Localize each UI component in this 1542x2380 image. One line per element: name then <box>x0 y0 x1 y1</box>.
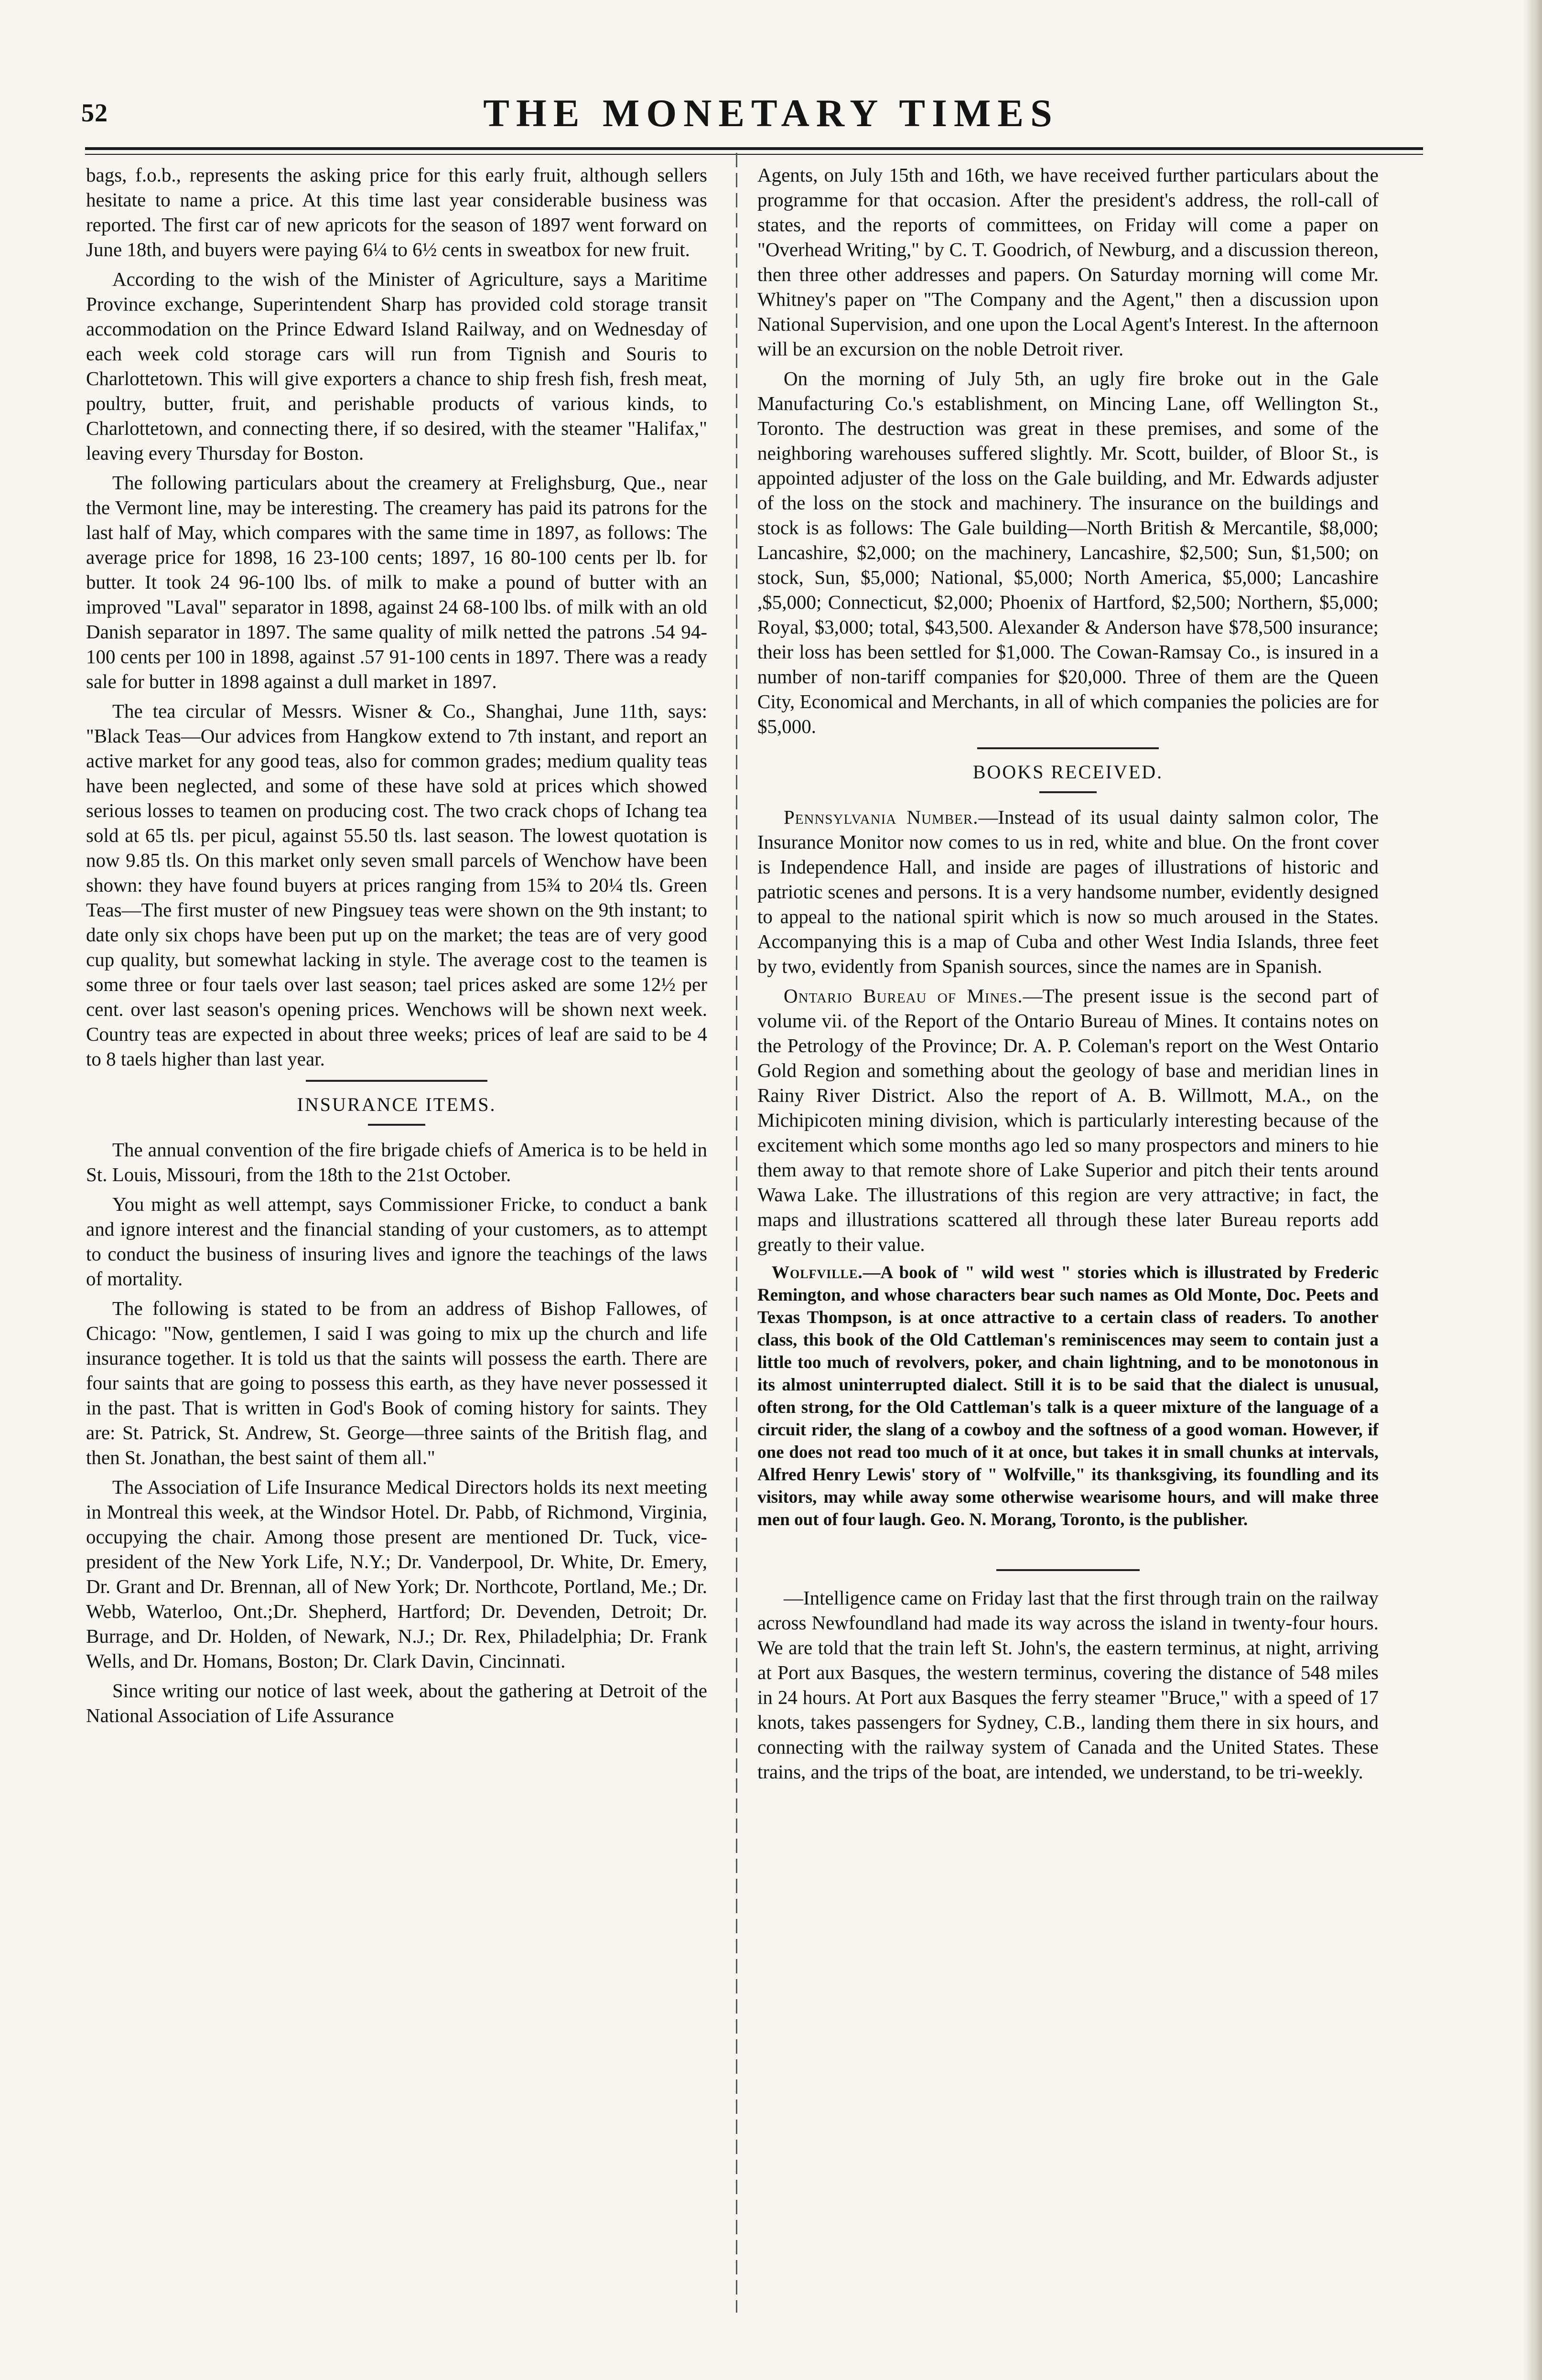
article-paragraph: Since writing our notice of last week, about the gathering at Detroit of the National Association of Life Assurance <box>86 1680 707 1726</box>
masthead-title: THE MONETARY TIMES <box>483 91 1059 135</box>
book-title: Wolfville. <box>772 1263 863 1282</box>
article-paragraph: The Association of Life Insurance Medical Directors holds its next meeting in Montreal this week, at the Windsor Hotel. Dr. Pabb, of Richmond, Virginia, occupying the chair. Among those present are mentioned Dr. Tuck, vice-president of the New York Life, N.Y.; Dr. Vanderpool, Dr. White, Dr. Emery, Dr. Grant and Dr. Brennan, all of New York; Dr. Northcote, Portland, Me.; Dr. Webb, Waterloo, Ont.;Dr. Shepherd, Hartford; Dr. Devenden, Detroit; Dr. Burrage, and Dr. Holden, of Newark, N.J.; Dr. Rex, Philadelphia; Dr. Frank Wells, and Dr. Homans, Boston; Dr. Clark Davin, Cincinnati. <box>86 1476 707 1672</box>
article-paragraph: The tea circular of Messrs. Wisner & Co., Shanghai, June 11th, says: "Black Teas—Our advices from Hangkow extend to 7th instant, and report an active market for any good teas, also for common grades; medium quality teas have been neglected, and some of these have sold at prices which showed serious losses to teamen on producing cost. The two crack chops of Ichang tea sold at 65 tls. per picul, against 55.50 tls. last season. The lowest quotation is now 9.85 tls. On this market only seven small parcels of Wenchow have been shown: they have found buyers at prices ranging from 15¾ to 20¼ tls. Green Teas—The first muster of new Pingsuey teas were shown on the 9th instant; to date only six chops have been put up on the market; the teas are of very good cup quality, but somewhat lacking in style. The average cost to the teamen is some three or four taels over last season; tael prices asked are some 12½ per cent. over last season's opening prices. Wenchows will be shown next week. Country teas are expected in about three weeks; prices of leaf are said to be 4 to 8 taels higher than last year. <box>86 700 707 1070</box>
page-number: 52 <box>81 98 108 127</box>
article-paragraph: You might as well attempt, says Commissioner Fricke, to conduct a bank and ignore interest and the financial standing of your customers, as to attempt to conduct the business of insuring lives and ignore the teachings of the laws of mortality. <box>86 1193 707 1290</box>
heading-rule <box>1039 791 1097 793</box>
section-heading-insurance <box>86 1080 707 1126</box>
article-paragraph: —Intelligence came on Friday last that the first through train on the railway across Newfoundland had made its way across the island in twenty-four hours. We are told that the train left St. John's, the eastern terminus, at night, arriving at Port aux Basques, the western terminus, covering the distance of 548 miles in 24 hours. At Port aux Basques the ferry steamer "Bruce," with a speed of 17 knots, takes passengers for Sydney, C.B., landing them there in six hours, and connecting with the railway system of Canada and the United States. These trains, and the trips of the boat, are intended, we understand, to be tri-weekly. <box>757 1587 1379 1783</box>
book-review-body: —Instead of its usual dainty salmon color, The Insurance Monitor now comes to us in red, white and blue. On the front cover is Independence Hall, and inside are pages of illustrations of historic and patriotic scenes and persons. It is a very handsome number, evidently designed to appeal to the national spirit which is now so much aroused in the States. Accompanying this is a map of Cuba and other West India Islands, three feet by two, evidently from Spanish sources, since the names are in Spanish. <box>757 806 1379 977</box>
left-column <box>86 162 707 1733</box>
book-title: Ontario Bureau of Mines. <box>784 985 1023 1007</box>
article-paragraph: The annual convention of the fire brigade chiefs of America is to be held in St. Louis, Missouri, from the 18th to the 21st October. <box>86 1139 707 1185</box>
heading-rule <box>306 1080 487 1082</box>
right-column <box>757 162 1379 1789</box>
page-edge-shadow <box>1523 0 1542 2380</box>
header-rule-thin <box>85 154 1423 155</box>
article-paragraph: On the morning of July 5th, an ugly fire broke out in the Gale Manufacturing Co.'s establishment, on Mincing Lane, off Wellington St., Toronto. The destruction was great in these premises, and some of the neighboring warehouses suffered slightly. Mr. Scott, builder, of Bloor St., is appointed adjuster of the loss on the Gale building, and Mr. Edwards adjuster of the loss on the stock and machinery. The insurance on the buildings and stock is as follows: The Gale building—North British & Mercantile, $8,000; Lancashire, $2,000; on the machinery, Lancashire, $2,500; Sun, $1,500; on stock, Sun, $5,000; National, $5,000; North America, $5,000; Lancashire ,$5,000; Connecticut, $2,000; Phoenix of Hartford, $2,500; Northern, $5,000; Royal, $3,000; total, $43,500. Alexander & Anderson have $78,500 insurance; their loss has been settled for $1,000. The Cowan-Ramsay Co., is insured in a number of non-tariff companies for $20,000. Three of them are the Queen City, Economical and Merchants, in all of which companies the policies are for $5,000. <box>757 367 1379 737</box>
book-review <box>757 805 1379 979</box>
heading-rule <box>977 747 1159 749</box>
book-title: Pennsylvania Number. <box>784 806 979 828</box>
article-paragraph: Agents, on July 15th and 16th, we have received further particulars about the programme for that occasion. After the president's address, the roll-call of states, and the reports of committees, on Friday will come a paper on "Overhead Writing," by C. T. Goodrich, of Newburg, and a discussion thereon, then three other addresses and papers. On Saturday morning will come Mr. Whitney's paper on "The Company and the Agent," then a discussion upon National Supervision, and one upon the Local Agent's Interest. In the afternoon will be an excursion on the noble Detroit river. <box>757 164 1379 360</box>
book-review <box>757 983 1379 1257</box>
article-paragraph: According to the wish of the Minister of Agriculture, says a Maritime Province exchange, Superintendent Sharp has provided cold storage transit accommodation on the Prince Edward Island Railway, and on Wednesday of each week cold storage cars will run from Tignish and Souris to Charlottetown. This will give exporters a chance to ship fresh fish, fresh meat, poultry, butter, fruit, and perishable products of various kinds, to Charlottetown, and connecting there, if so desired, with the steamer "Halifax," leaving every Thursday for Boston. <box>86 268 707 464</box>
section-heading-text: BOOKS RECEIVED. <box>972 761 1164 783</box>
header-rule <box>85 147 1423 150</box>
book-review <box>757 1261 1379 1531</box>
article-paragraph: The following particulars about the creamery at Frelighsburg, Que., near the Vermont line, may be interesting. The creamery has paid its patrons for the last half of May, which compares with the same time in 1897, as follows: The average price for 1898, 16 23-100 cents; 1897, 16 80-100 cents per lb. for butter. It took 24 96-100 lbs. of milk to make a pound of butter with an improved "Laval" separator in 1898, against 24 68-100 lbs. of milk with an old Danish separator in 1897. The same quality of milk netted the patrons .54 94-100 cents per 100 in 1898, against .57 91-100 cents in 1897. There was a ready sale for butter in 1898 against a dull market in 1897. <box>86 472 707 692</box>
article-paragraph: The following is stated to be from an address of Bishop Fallowes, of Chicago: "Now, gentlemen, I said I was going to mix up the church and life insurance together. It is told us that the saints will possess the earth. There are four saints that are going to possess this earth, as they have never possessed it in the past. That is written in God's Book of coming history for saints. They are: St. Patrick, St. Andrew, St. George—three saints of the British flag, and then St. Jonathan, the best saint of them all." <box>86 1297 707 1468</box>
separator-rule <box>996 1569 1140 1571</box>
section-heading-text: INSURANCE ITEMS. <box>297 1094 496 1115</box>
article-paragraph: bags, f.o.b., represents the asking price for this early fruit, although sellers hesitate to name a price. At this time last year considerable business was reported. The first car of new apricots for the season of 1897 went forward on June 18th, and buyers were paying 6¼ to 6½ cents in sweatbox for new fruit. <box>86 164 707 260</box>
book-review-body: —The present issue is the second part of volume vii. of the Report of the Ontario Bureau of Mines. It contains notes on the Petrology of the Province; Dr. A. P. Coleman's report on the West Ontario Gold Region and something about the geology of base and meridian lines in Rainy River District. Also the report of A. B. Willmott, M.A., on the Michipicoten mining division, which is particularly interesting because of the excitement which some months ago led so many prospectors and miners to hie them away to that remote shore of Lake Superior and pitch their tents around Wawa Lake. The illustrations of this region are very attractive; in fact, the maps and illustrations scattered all through these later Bureau reports add greatly to their value. <box>757 985 1379 1255</box>
heading-rule <box>368 1124 425 1126</box>
section-heading-books <box>757 747 1379 793</box>
book-review-body: —A book of " wild west " stories which is illustrated by Frederic Remington, and whose characters bear such names as Old Monte, Doc. Peets and Texas Thompson, is at once attractive to a certain class of readers. To another class, this book of the Old Cattleman's reminiscences may seem to contain just a little too much of revolvers, poker, and chain lightning, and to be monotonous in its almost uninterrupted dialect. Still it is to be said that the dialect is unusual, often strong, for the Old Cattleman's talk is a queer mixture of the language of a circuit rider, the slang of a cowboy and the softness of a good woman. However, if one does not read too much of it at once, but takes it in small chunks at intervals, Alfred Henry Lewis' story of " Wolfville," its thanksgiving, its foundling and its visitors, may while away some otherwise wearisome hours, and will make three men out of four laugh. Geo. N. Morang, Toronto, is the publisher. <box>757 1263 1379 1529</box>
column-divider <box>736 153 737 2313</box>
